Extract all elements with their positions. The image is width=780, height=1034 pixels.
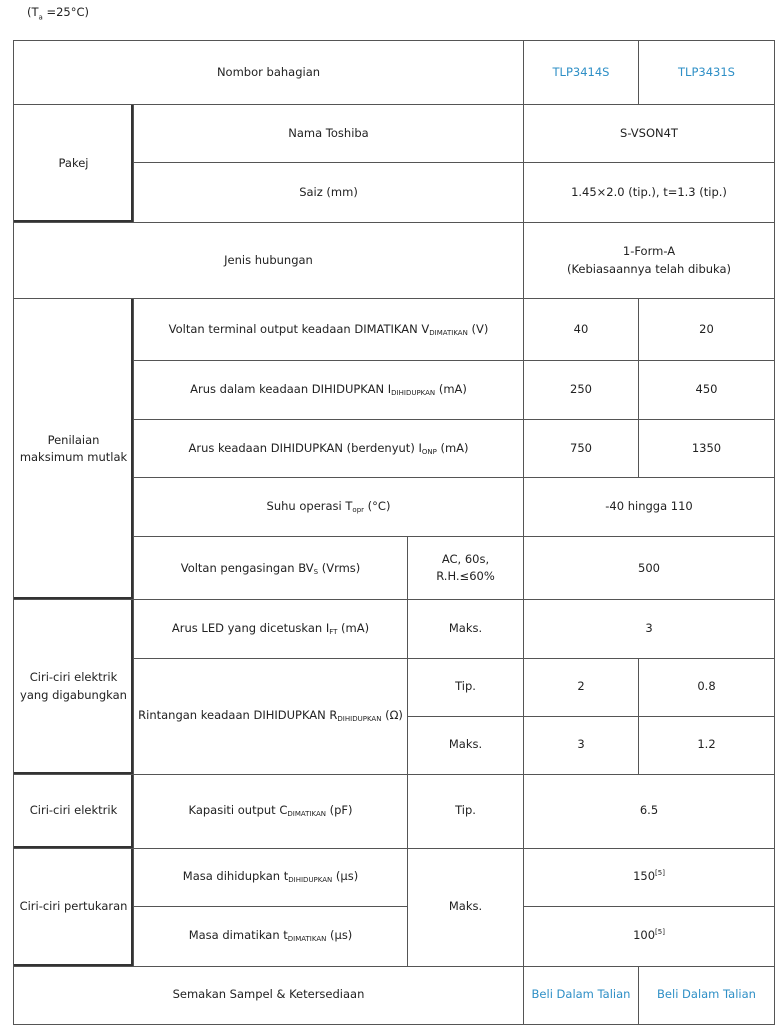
switching-condition: Maks. <box>408 848 524 966</box>
package-name-value: S-VSON4T <box>524 105 775 163</box>
output-capacitance-value: 6.5 <box>524 774 775 848</box>
sample-availability-row <box>14 966 775 1024</box>
on-state-current-label: Arus dalam keadaan DIHIDUPKAN $I_{DIHIDUPKAN}$ (mA) <box>134 361 524 420</box>
operating-temp-label: Suhu operasi $T_{opr}$ (°C) <box>134 478 524 537</box>
output-capacitance-label: Kapasiti output $C_{DIMATIKAN}$ (pF) <box>134 774 408 848</box>
trigger-current-condition: Maks. <box>408 600 524 658</box>
turn-off-time-label: Masa dimatikan $t_{DIMATIKAN}$ (μs) <box>134 906 408 966</box>
off-state-voltage-tlp3431s: 20 <box>639 299 775 361</box>
isolation-voltage-condition: AC, 60s, R.H.≤60% <box>408 537 524 600</box>
contact-type-row <box>14 223 775 299</box>
trigger-current-row <box>14 600 775 658</box>
contact-type-value: 1-Form-A (Kebiasaannya telah dibuka) <box>524 223 775 299</box>
part-number-label: Nombor bahagian <box>14 41 524 105</box>
on-resistance-max-tlp3431s: 1.2 <box>639 716 775 774</box>
buy-online-link-tlp3414s[interactable]: Beli Dalam Talian <box>524 966 639 1024</box>
part-link-tlp3431s[interactable]: TLP3431S <box>639 41 775 105</box>
on-state-current-tlp3431s: 450 <box>639 361 775 420</box>
part-link-tlp3414s[interactable]: TLP3414S <box>524 41 639 105</box>
on-resistance-typ-tlp3431s: 0.8 <box>639 658 775 716</box>
off-state-voltage-label: Voltan terminal output keadaan DIMATIKAN $V_{DIMATIKAN}$ (V) <box>134 299 524 361</box>
output-capacitance-condition: Tip. <box>408 774 524 848</box>
contact-type-label: Jenis hubungan <box>14 223 524 299</box>
package-name-row <box>14 105 775 163</box>
on-resistance-label: Rintangan keadaan DIHIDUPKAN $R_{DIHIDUPKAN}$ (Ω) <box>134 658 408 774</box>
output-capacitance-row <box>14 774 775 848</box>
turn-on-time-value: 150[5] <box>524 848 775 906</box>
buy-online-link-tlp3431s[interactable]: Beli Dalam Talian <box>639 966 775 1024</box>
on-resistance-typ-tlp3414s: 2 <box>524 658 639 716</box>
spec-table <box>13 40 775 1025</box>
off-state-voltage-row <box>14 299 775 361</box>
operating-temp-value: -40 hingga 110 <box>524 478 775 537</box>
turn-off-time-value: 100[5] <box>524 906 775 966</box>
part-number-row <box>14 41 775 105</box>
sample-availability-label: Semakan Sampel & Ketersediaan <box>14 966 524 1024</box>
on-state-current-tlp3414s: 250 <box>524 361 639 420</box>
absolute-max-category: Penilaian maksimum mutlak <box>14 299 134 600</box>
turn-on-time-label: Masa dihidupkan $t_{DIHIDUPKAN}$ (μs) <box>134 848 408 906</box>
on-resistance-typ-label: Tip. <box>408 658 524 716</box>
pulsed-on-current-tlp3431s: 1350 <box>639 420 775 478</box>
coupled-characteristics-category: Ciri-ciri elektrik yang digabungkan <box>14 600 134 774</box>
turn-on-time-row <box>14 848 775 906</box>
pulsed-on-current-tlp3414s: 750 <box>524 420 639 478</box>
ambient-temperature-note: $(T_a =25^\circ C)$ <box>27 5 90 22</box>
on-resistance-max-label: Maks. <box>408 716 524 774</box>
package-category: Pakej <box>14 105 134 223</box>
package-size-label: Saiz (mm) <box>134 163 524 223</box>
switching-characteristics-category: Ciri-ciri pertukaran <box>14 848 134 966</box>
electrical-characteristics-category: Ciri-ciri elektrik <box>14 774 134 848</box>
package-size-value: 1.45×2.0 (tip.), t=1.3 (tip.) <box>524 163 775 223</box>
trigger-current-label: Arus LED yang dicetuskan $I_{FT}$ (mA) <box>134 600 408 658</box>
isolation-voltage-value: 500 <box>524 537 775 600</box>
off-state-voltage-tlp3414s: 40 <box>524 299 639 361</box>
isolation-voltage-label: Voltan pengasingan $BV_S$ (Vrms) <box>134 537 408 600</box>
on-resistance-max-tlp3414s: 3 <box>524 716 639 774</box>
package-name-label: Nama Toshiba <box>134 105 524 163</box>
pulsed-on-current-label: Arus keadaan DIHIDUPKAN (berdenyut) $I_{ONP}$ (mA) <box>134 420 524 478</box>
trigger-current-value: 3 <box>524 600 775 658</box>
